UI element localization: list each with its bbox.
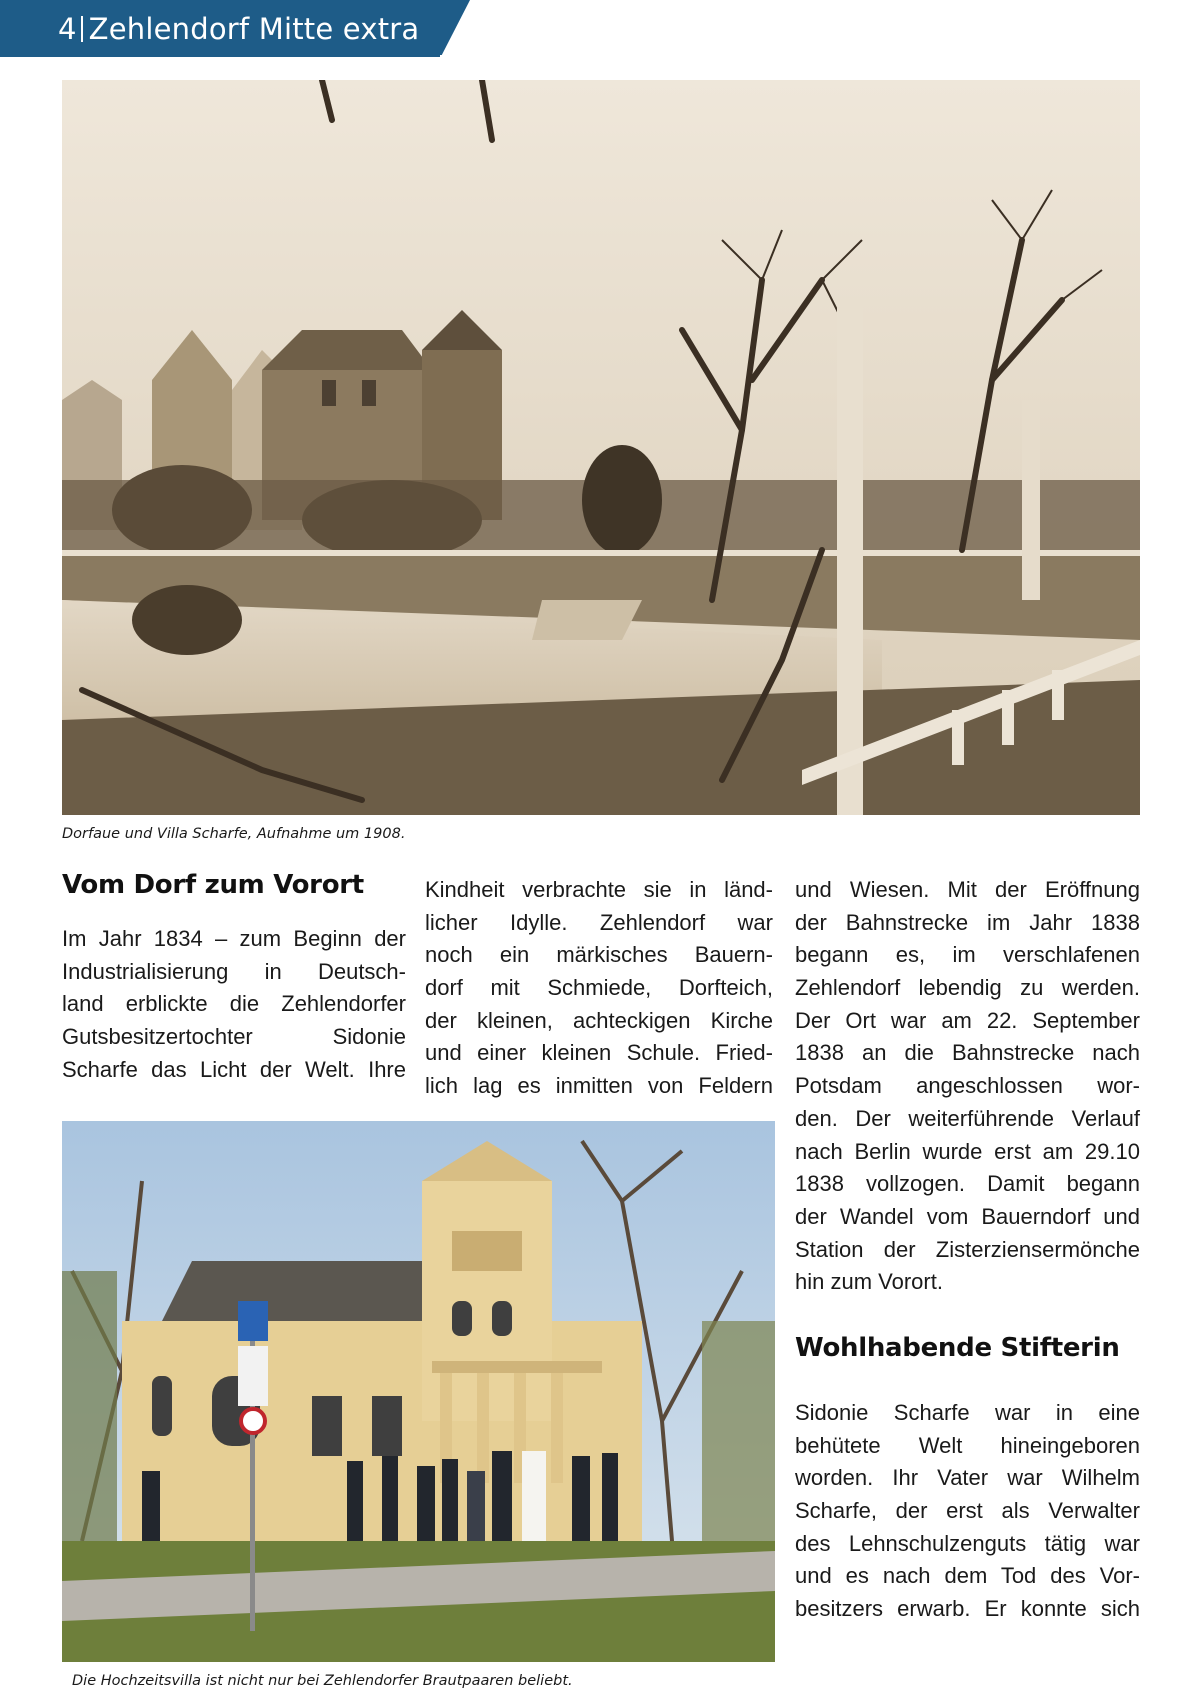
- text-line: 1838 an die Bahnstrecke nach: [795, 1040, 1140, 1066]
- text-line: Der Ort war am 22. September: [795, 1007, 1140, 1033]
- header-separator: [81, 16, 83, 42]
- article-column-1: [62, 923, 406, 1086]
- text-line: lich lag es inmitten von Feldern: [425, 1073, 773, 1099]
- section-header: [58, 12, 419, 46]
- text-line: Scharfe das Licht der Welt. Ihre: [62, 1056, 406, 1082]
- header-accent-line: [0, 55, 440, 57]
- text-line: land erblickte die Zehlendorfer: [62, 991, 406, 1017]
- text-line: des Lehnschulzenguts tätig war: [795, 1530, 1140, 1556]
- article-heading: Vom Dorf zum Vorort: [62, 870, 364, 900]
- text-line: Kindheit verbrachte sie in länd-: [425, 877, 773, 902]
- article-column-3-continued: [795, 1397, 1140, 1626]
- text-line: Potsdam angeschlossen wor-: [795, 1073, 1140, 1099]
- text-line: der Wandel vom Bauerndorf und: [795, 1203, 1140, 1229]
- subheading: Wohlhabende Stifterin: [795, 1333, 1120, 1363]
- historic-photo-image: [62, 80, 1140, 815]
- text-line: begann es, im verschlafenen: [795, 942, 1140, 968]
- section-title: Zehlendorf Mitte extra: [88, 12, 420, 46]
- text-line: und einer kleinen Schule. Fried-: [425, 1040, 773, 1066]
- text-line: der kleinen, achteckigen Kirche: [425, 1007, 773, 1033]
- text-line: Zehlendorf lebendig zu werden.: [795, 975, 1140, 1001]
- text-line: behütete Welt hineingeboren: [795, 1432, 1140, 1458]
- text-line: Scharfe, der erst als Verwalter: [795, 1498, 1140, 1524]
- text-line: 1838 vollzogen. Damit begann: [795, 1171, 1140, 1197]
- text-line: Sidonie Scharfe war in eine: [795, 1400, 1140, 1425]
- text-line: und es nach dem Tod des Vor-: [795, 1563, 1140, 1589]
- villa-photo-image: [62, 1121, 775, 1662]
- villa-photo: [62, 1121, 775, 1662]
- text-line: Industrialisierung in Deutsch-: [62, 958, 406, 984]
- text-line: worden. Ihr Vater war Wilhelm: [795, 1465, 1140, 1491]
- historic-photo-caption: Dorfaue und Villa Scharfe, Aufnahme um 1908.: [62, 826, 406, 842]
- page-number: 4: [58, 12, 77, 46]
- text-line: Station der Zisterziensermönche: [795, 1236, 1140, 1262]
- text-line: Im Jahr 1834 – zum Beginn der: [62, 926, 406, 951]
- article-column-3: [795, 874, 1140, 1299]
- text-line: licher Idylle. Zehlendorf war: [425, 909, 773, 935]
- historic-photo: [62, 80, 1140, 815]
- article-column-2: [425, 874, 773, 1103]
- text-line: noch ein märkisches Bauern-: [425, 942, 773, 968]
- text-line: und Wiesen. Mit der Eröffnung: [795, 877, 1140, 902]
- villa-photo-caption: Die Hochzeitsvilla ist nicht nur bei Zehlendorfer Brautpaaren beliebt.: [72, 1673, 573, 1689]
- text-line: der Bahnstrecke im Jahr 1838: [795, 909, 1140, 935]
- text-line: besitzers erwarb. Er konnte sich: [795, 1596, 1140, 1622]
- text-line: Gutsbesitzertochter Sidonie: [62, 1024, 406, 1050]
- text-line: dorf mit Schmiede, Dorfteich,: [425, 975, 773, 1001]
- text-line: den. Der weiterführende Verlauf: [795, 1105, 1140, 1131]
- text-line: nach Berlin wurde erst am 29.10: [795, 1138, 1140, 1164]
- text-line: hin zum Vorort.: [795, 1269, 943, 1295]
